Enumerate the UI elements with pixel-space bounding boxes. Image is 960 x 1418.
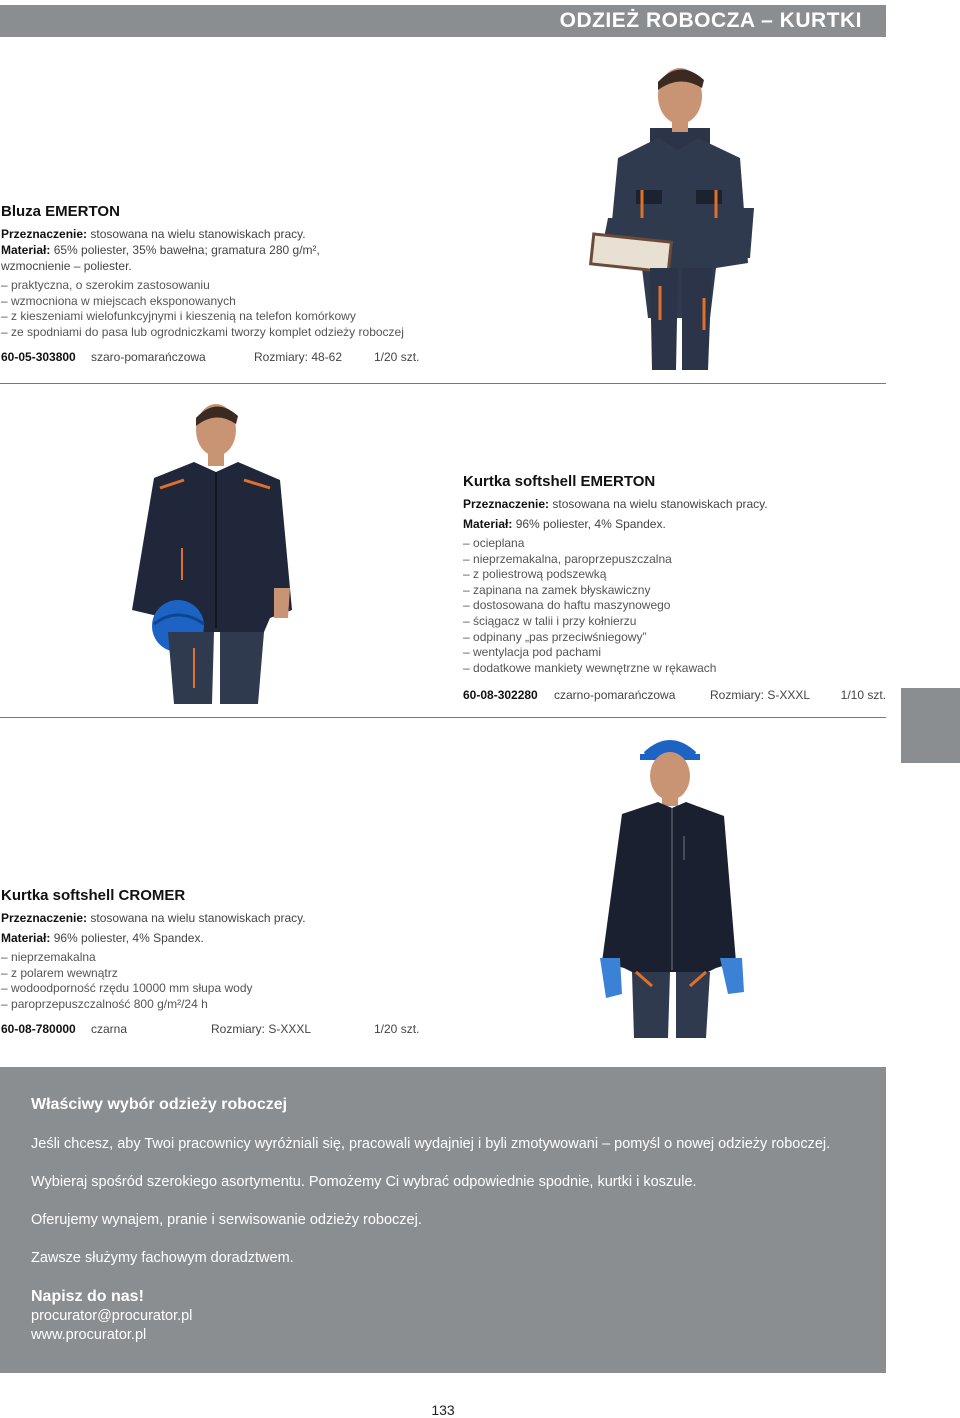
feature-list	[1, 950, 541, 1012]
photo-bluza-emerton	[578, 58, 778, 370]
product-material: Materiał: 96% poliester, 4% Spandex.	[463, 517, 666, 531]
product-color: czarna	[91, 1022, 128, 1037]
product-package: 1/20 szt.	[374, 350, 420, 365]
product-title: Kurtka softshell EMERTON	[463, 473, 656, 490]
order-row	[463, 688, 886, 704]
product-purpose: Przeznaczenie: stosowana na wielu stanowiskach pracy.	[1, 227, 306, 241]
page-number: 133	[431, 1402, 455, 1418]
product-bluza-emerton	[1, 203, 541, 366]
list-item: – z kieszeniami wielofunkcyjnymi i kieszenią na telefon komórkowy	[1, 309, 541, 325]
page-title: ODZIEŻ ROBOCZA – KURTKI	[559, 9, 862, 32]
list-item: – praktyczna, o szerokim zastosowaniu	[1, 278, 541, 294]
product-sizes: Rozmiary: S-XXXL	[710, 688, 811, 703]
list-item: – wodoodporność rzędu 10000 mm słupa wody	[1, 981, 541, 997]
divider	[0, 383, 886, 384]
list-item: – zapinana na zamek błyskawiczny	[463, 583, 886, 599]
product-code: 60-05-303800	[1, 350, 76, 365]
product-package: 1/20 szt.	[374, 1022, 420, 1037]
product-title: Kurtka softshell CROMER	[1, 887, 186, 904]
list-item: – wzmocniona w miejscach eksponowanych	[1, 294, 541, 310]
feature-list	[1, 278, 541, 340]
list-item: – ocieplana	[463, 536, 886, 552]
list-item: – nieprzemakalna	[1, 950, 541, 966]
divider	[0, 717, 886, 718]
product-sizes: Rozmiary: 48-62	[254, 350, 343, 365]
product-code: 60-08-780000	[1, 1022, 76, 1037]
contact-heading: Napisz do nas!	[31, 1288, 144, 1305]
header-bar	[0, 5, 886, 37]
info-paragraph: Zawsze służymy fachowym doradztwem.	[31, 1250, 294, 1266]
info-box	[0, 1067, 886, 1373]
product-kurtka-softshell-cromer	[1, 887, 541, 1038]
list-item: – wentylacja pod pachami	[463, 645, 886, 661]
product-kurtka-softshell-emerton	[463, 473, 886, 704]
list-item: – odpinany „pas przeciwśniegowy”	[463, 630, 886, 646]
list-item: – dostosowana do haftu maszynowego	[463, 598, 886, 614]
list-item: – nieprzemakalna, paroprzepuszczalna	[463, 552, 886, 568]
order-row	[1, 350, 541, 366]
product-material: Materiał: 96% poliester, 4% Spandex.	[1, 931, 204, 945]
product-sizes: Rozmiary: S-XXXL	[211, 1022, 312, 1037]
feature-list	[463, 536, 886, 676]
photo-kurtka-softshell-emerton	[124, 398, 300, 704]
product-code: 60-08-302280	[463, 688, 538, 703]
product-title: Bluza EMERTON	[1, 203, 120, 220]
product-package: 1/10 szt.	[840, 688, 886, 703]
list-item: – dodatkowe mankiety wewnętrzne w rękawach	[463, 661, 886, 677]
info-heading: Właściwy wybór odzieży roboczej	[31, 1096, 288, 1113]
list-item: – z polarem wewnątrz	[1, 966, 541, 982]
list-item: – paroprzepuszczalność 800 g/m²/24 h	[1, 997, 541, 1013]
list-item: – ściągacz w talii i przy kołnierzu	[463, 614, 886, 630]
product-purpose: Przeznaczenie: stosowana na wielu stanowiskach pracy.	[463, 497, 768, 511]
order-row	[1, 1022, 541, 1038]
product-color: czarno-pomarańczowa	[554, 688, 676, 703]
list-item: – z poliestrową podszewką	[463, 567, 886, 583]
side-tab	[901, 688, 960, 763]
product-purpose: Przeznaczenie: stosowana na wielu stanowiskach pracy.	[1, 911, 306, 925]
info-paragraph: Jeśli chcesz, aby Twoi pracownicy wyróżniali się, pracowali wydajniej i byli zmotywowani – pomyśl o nowej odzieży roboczej.	[31, 1136, 831, 1152]
product-material: Materiał: 65% poliester, 35% bawełna; gramatura 280 g/m², wzmocnienie – poliester.	[1, 243, 320, 273]
product-color: szaro-pomarańczowa	[91, 350, 206, 365]
photo-kurtka-softshell-cromer	[596, 732, 762, 1038]
website-link[interactable]: www.procurator.pl	[31, 1327, 147, 1343]
info-paragraph: Wybieraj spośród szerokiego asortymentu. Pomożemy Ci wybrać odpowiednie spodnie, kurtki i koszule.	[31, 1174, 697, 1190]
info-paragraph: Oferujemy wynajem, pranie i serwisowanie odzieży roboczej.	[31, 1212, 422, 1228]
email-link[interactable]: procurator@procurator.pl	[31, 1308, 193, 1324]
list-item: – ze spodniami do pasa lub ogrodniczkami tworzy komplet odzieży roboczej	[1, 325, 541, 341]
